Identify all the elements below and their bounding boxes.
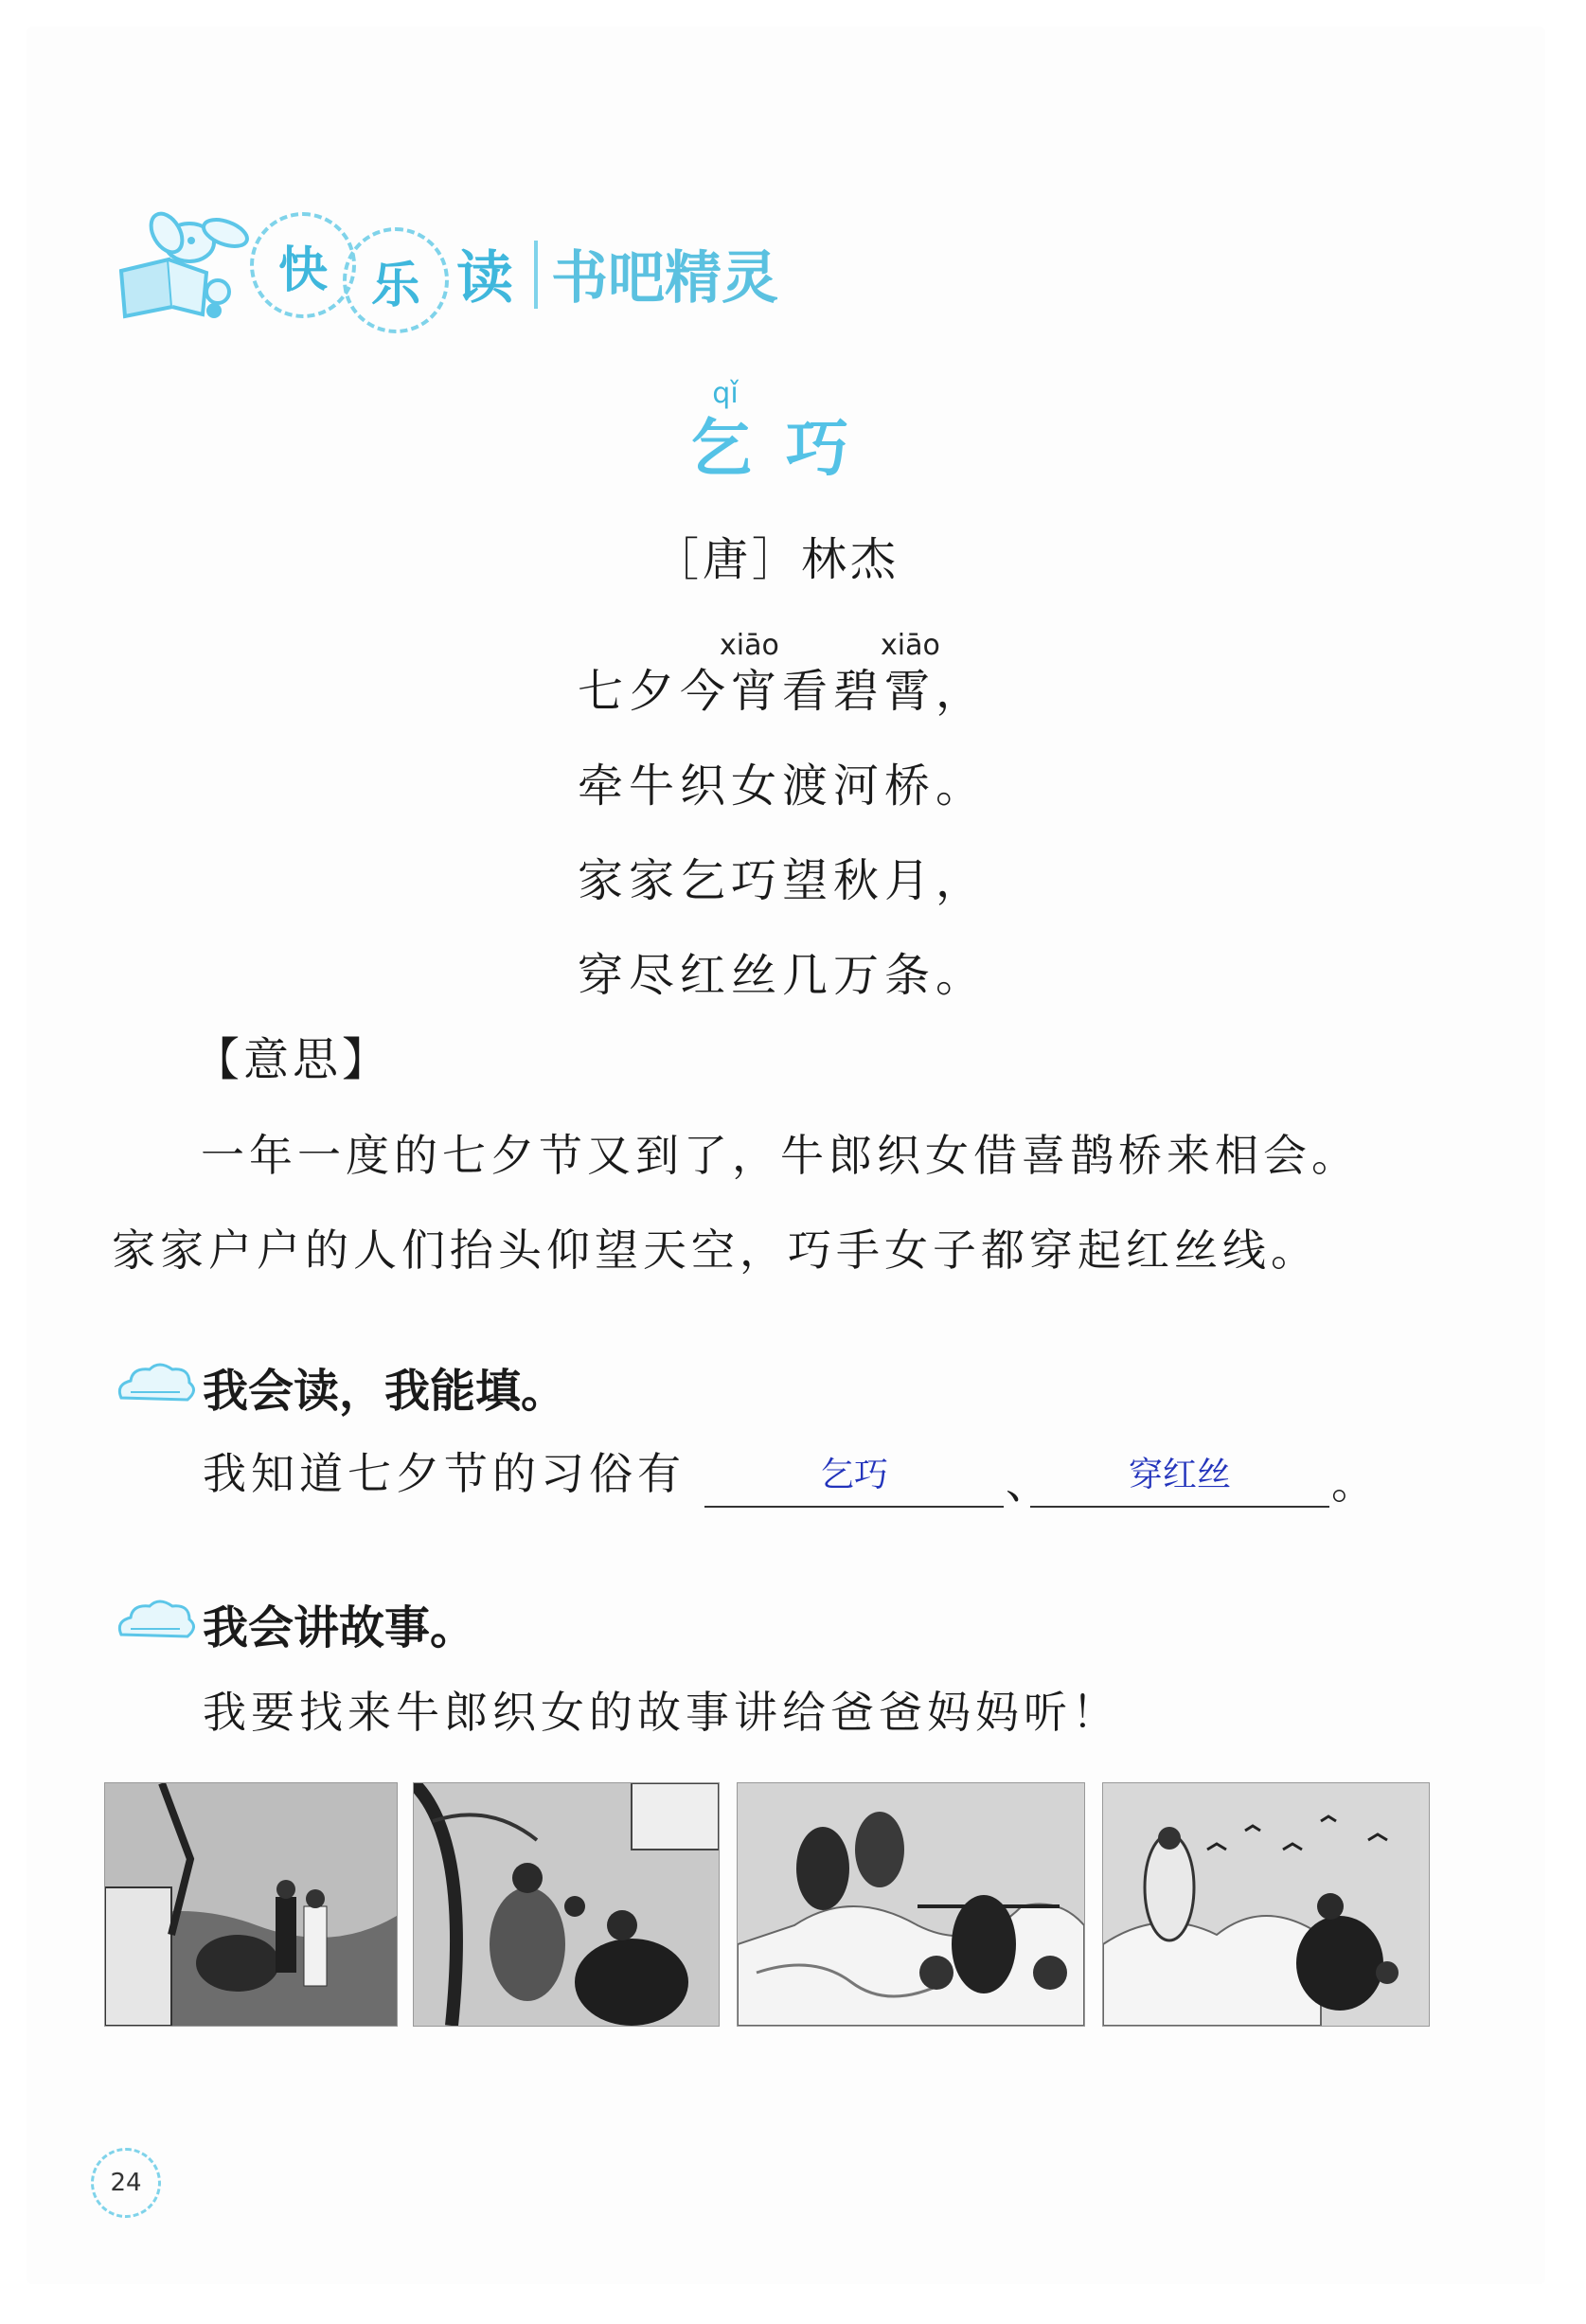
poem-title-block <box>663 377 909 485</box>
section-header <box>112 210 793 324</box>
poem-line: 牵牛织女渡河桥。 <box>578 760 988 813</box>
poem-line: 七夕今宵看碧霄， <box>578 665 988 718</box>
poem-line: 穿尽红丝几万条。 <box>578 949 988 1002</box>
story-picture-3 <box>737 1782 1085 2027</box>
section-title-fill: 我会读，我能填。 <box>203 1365 567 1418</box>
cloud-icon <box>114 1360 197 1409</box>
poem-title: 乞巧 <box>689 412 882 485</box>
story-picture-2 <box>413 1782 720 2027</box>
mascot-icon <box>112 205 254 322</box>
header-circle-2: 乐 <box>343 227 449 333</box>
answer-blank-2[interactable]: 穿红丝 <box>1030 1449 1329 1508</box>
pinyin-note-1: xiāo <box>720 629 779 662</box>
story-picture-1 <box>104 1782 398 2027</box>
page-number: 24 <box>91 2148 161 2218</box>
answer-blank-1[interactable]: 乞巧 <box>704 1449 1004 1508</box>
header-divider <box>534 241 538 309</box>
title-pinyin: qǐ <box>712 377 739 410</box>
fill-prompt: 我知道七夕节的习俗有 <box>203 1448 686 1499</box>
meaning-heading: 【意思】 <box>194 1033 392 1086</box>
section-title-story: 我会讲故事。 <box>203 1601 476 1654</box>
story-picture-4 <box>1102 1782 1430 2027</box>
cloud-icon <box>114 1597 197 1646</box>
meaning-paragraph <box>112 1108 1456 1297</box>
fill-sentence <box>203 1439 686 1502</box>
poem-line: 家家乞巧望秋月， <box>578 854 988 907</box>
header-text-club: 书吧精灵 <box>551 245 778 312</box>
meaning-line-1: 一年一度的七夕节又到了，牛郎织女借喜鹊桥来相会。 <box>201 1130 1360 1181</box>
meaning-line-2: 家家户户的人们抬头仰望天空，巧手女子都穿起红丝线。 <box>112 1225 1319 1276</box>
fill-separator: 、 <box>1006 1457 1049 1509</box>
poem-author: ［唐］林杰 <box>652 533 900 586</box>
header-circle-1: 快 <box>250 212 356 318</box>
story-sentence: 我要找来牛郎织女的故事讲给爸爸妈妈听！ <box>203 1687 1120 1738</box>
header-text-read: 读 <box>456 245 513 312</box>
poem-body <box>578 625 1070 1023</box>
fill-end: 。 <box>1331 1457 1375 1509</box>
pinyin-note-2: xiāo <box>881 629 940 662</box>
